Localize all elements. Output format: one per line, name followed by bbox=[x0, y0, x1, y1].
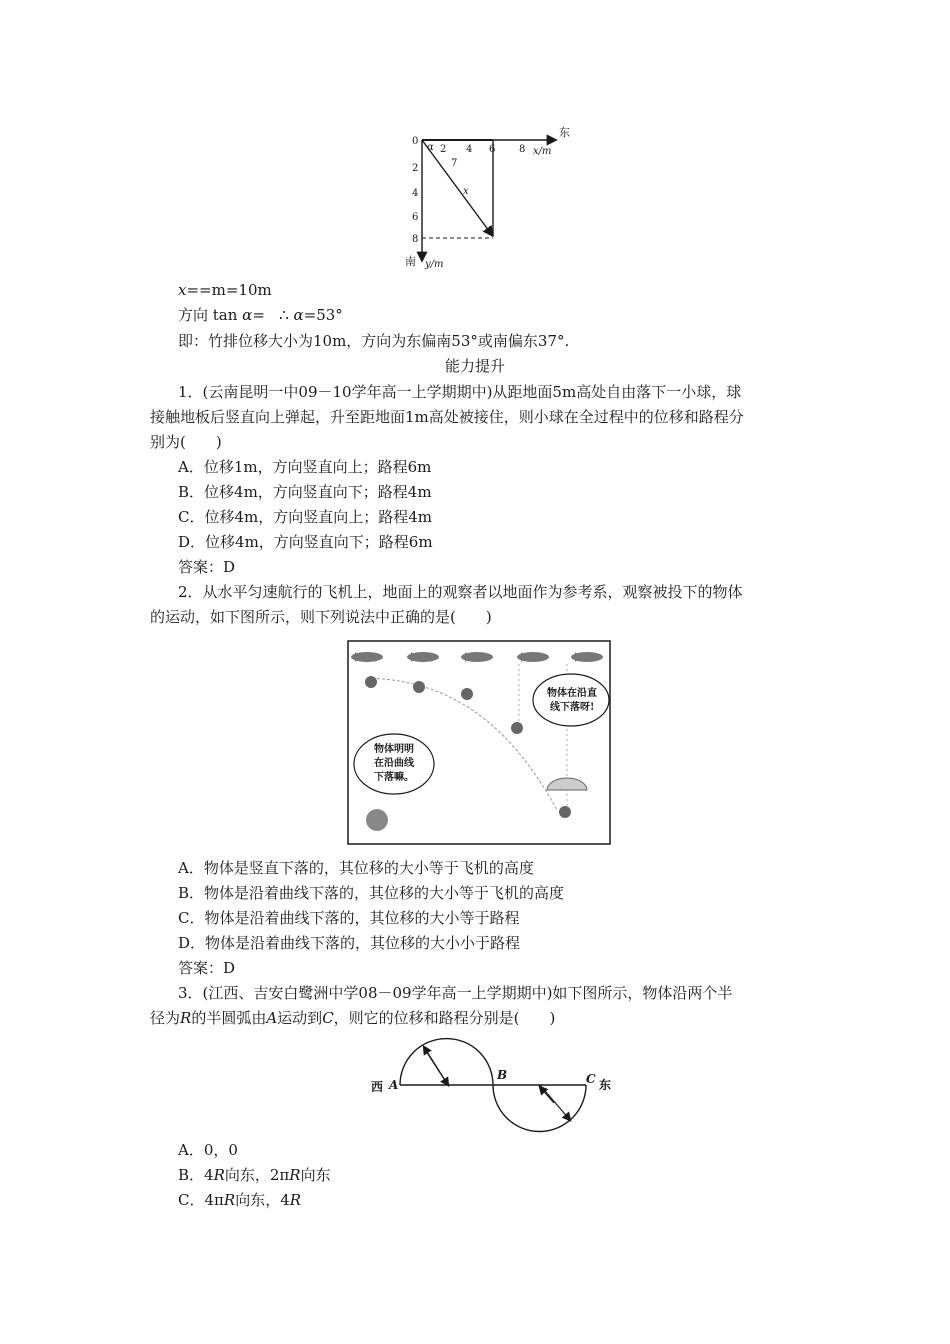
q1-stem-line: 接触地板后竖直向上弹起，升至距地面1m高处被接住，则小球在全过程中的位移和路程分 bbox=[150, 408, 744, 426]
seg-7-label: 7 bbox=[451, 158, 458, 169]
falling-object-icon bbox=[365, 676, 377, 688]
var-C: C bbox=[322, 1009, 334, 1027]
upper-semicircle bbox=[400, 1039, 493, 1085]
falling-object-icon bbox=[511, 722, 523, 734]
radius-arrow-lower bbox=[540, 1087, 554, 1103]
airplane-icon bbox=[517, 652, 549, 662]
seg-x-label: x bbox=[463, 186, 469, 197]
q3-option: A．0，0 bbox=[178, 1141, 238, 1159]
bubble-left-line: 在沿曲线 bbox=[374, 758, 414, 769]
q2-stem-line: 的运动，如下图所示，则下列说法中正确的是( ) bbox=[150, 608, 492, 626]
x-tick: 6 bbox=[489, 144, 496, 155]
airplane-icon bbox=[571, 652, 603, 662]
text: 向东，2π bbox=[224, 1166, 290, 1184]
bubble-right-line: 线下落呀! bbox=[550, 702, 595, 713]
falling-object-icon bbox=[559, 806, 571, 818]
var-R: R bbox=[180, 1009, 192, 1027]
q2-option: D．物体是沿着曲线下落的，其位移的大小小于路程 bbox=[178, 934, 521, 952]
q1-option: D．位移4m，方向竖直向下；路程6m bbox=[178, 533, 433, 551]
airplane-drop-illustration bbox=[347, 640, 611, 845]
q1-answer: 答案：D bbox=[178, 558, 236, 576]
east-label: 东 bbox=[599, 1078, 612, 1092]
y-axis-label: y/m bbox=[425, 259, 444, 270]
y-tick: 2 bbox=[412, 163, 419, 174]
text: 方向 tan bbox=[178, 306, 243, 324]
text: ，则它的位移和路程分别是( ) bbox=[333, 1009, 556, 1027]
q3-option bbox=[178, 1190, 301, 1210]
q3-stem-line bbox=[150, 1008, 555, 1028]
semicircle-path-figure bbox=[365, 1033, 620, 1143]
radius-arrow-lower bbox=[540, 1085, 570, 1120]
q2-answer: 答案：D bbox=[178, 959, 236, 977]
point-B-label: B bbox=[497, 1068, 508, 1082]
observer-icon bbox=[366, 809, 388, 831]
x-tick: 4 bbox=[466, 144, 473, 155]
x-axis-label: x/m bbox=[533, 146, 552, 157]
q1-option: C．位移4m，方向竖直向上；路程4m bbox=[178, 508, 433, 526]
bubble-left-line: 物体明明 bbox=[374, 744, 414, 755]
text: 的半圆弧由 bbox=[191, 1009, 267, 1027]
q1-option: A．位移1m，方向竖直向上；路程6m bbox=[178, 458, 432, 476]
text: C．4π bbox=[178, 1191, 224, 1209]
q2-stem-line: 2．从水平匀速航行的飞机上，地面上的观察者以地面作为参考系，观察被投下的物体 bbox=[178, 583, 743, 601]
displacement-vector bbox=[422, 140, 492, 235]
q1-stem-line: 1．(云南昆明一中09－10学年高一上学期期中)从距地面5m高处自由落下一小球，球 bbox=[178, 383, 742, 401]
q3-option bbox=[178, 1165, 331, 1185]
text: = ∴ bbox=[252, 306, 294, 324]
point-C-label: C bbox=[586, 1072, 596, 1086]
text: ==m=10m bbox=[186, 281, 272, 299]
speech-bubble-right bbox=[533, 674, 609, 726]
solution-line-1 bbox=[178, 280, 272, 300]
q1-option: B．位移4m，方向竖直向下；路程4m bbox=[178, 483, 432, 501]
x-tick: 8 bbox=[519, 144, 526, 155]
airplane-icon bbox=[407, 652, 439, 662]
q2-option: A．物体是竖直下落的，其位移的大小等于飞机的高度 bbox=[178, 859, 534, 877]
bubble-left-line: 下落嘛。 bbox=[374, 772, 414, 783]
alpha-label: α bbox=[427, 142, 434, 153]
text: 运动到 bbox=[277, 1009, 323, 1027]
text: 向东 bbox=[300, 1166, 331, 1184]
y-tick: 8 bbox=[412, 234, 419, 245]
east-label: 东 bbox=[559, 126, 570, 139]
solution-line-3: 即：竹排位移大小为10m，方向为东偏南53°或南偏东37°. bbox=[178, 332, 570, 350]
point-A-label: A bbox=[389, 1078, 399, 1092]
solution-line-2 bbox=[178, 305, 343, 325]
west-label: 西 bbox=[371, 1080, 384, 1094]
bubble-right-line: 物体在沿直 bbox=[547, 688, 597, 699]
text: B．4 bbox=[178, 1166, 214, 1184]
var-R: R bbox=[289, 1166, 301, 1184]
lower-semicircle bbox=[493, 1085, 586, 1132]
airplane-icon bbox=[351, 652, 383, 662]
south-label: 南 bbox=[405, 255, 416, 268]
falling-object-icon bbox=[413, 681, 425, 693]
var-R: R bbox=[223, 1191, 236, 1209]
x-tick: 2 bbox=[440, 144, 447, 155]
text: 向东，4 bbox=[235, 1191, 290, 1209]
q1-stem-line: 别为( ) bbox=[150, 433, 222, 451]
q2-option: C．物体是沿着曲线下落的，其位移的大小等于路程 bbox=[178, 909, 520, 927]
airplane-icon bbox=[461, 652, 493, 662]
displacement-coordinate-figure bbox=[395, 126, 585, 271]
falling-object-icon bbox=[461, 688, 473, 700]
var-A: A bbox=[266, 1009, 278, 1027]
text: =53° bbox=[303, 306, 343, 324]
y-tick: 4 bbox=[412, 188, 419, 199]
text: 径为 bbox=[150, 1009, 181, 1027]
var-R: R bbox=[289, 1191, 302, 1209]
var-alpha: α bbox=[293, 306, 304, 324]
q3-stem-line: 3．(江西、吉安白鹭洲中学08－09学年高一上学期期中)如下图所示，物体沿两个半 bbox=[178, 984, 733, 1002]
var-x: x bbox=[178, 281, 187, 299]
var-R: R bbox=[213, 1166, 225, 1184]
var-alpha: α bbox=[242, 306, 253, 324]
radius-arrow-upper bbox=[426, 1051, 448, 1085]
q2-option: B．物体是沿着曲线下落的，其位移的大小等于飞机的高度 bbox=[178, 884, 565, 902]
section-title: 能力提升 bbox=[444, 357, 505, 375]
origin-label: 0 bbox=[412, 136, 419, 147]
y-tick: 6 bbox=[412, 212, 419, 223]
